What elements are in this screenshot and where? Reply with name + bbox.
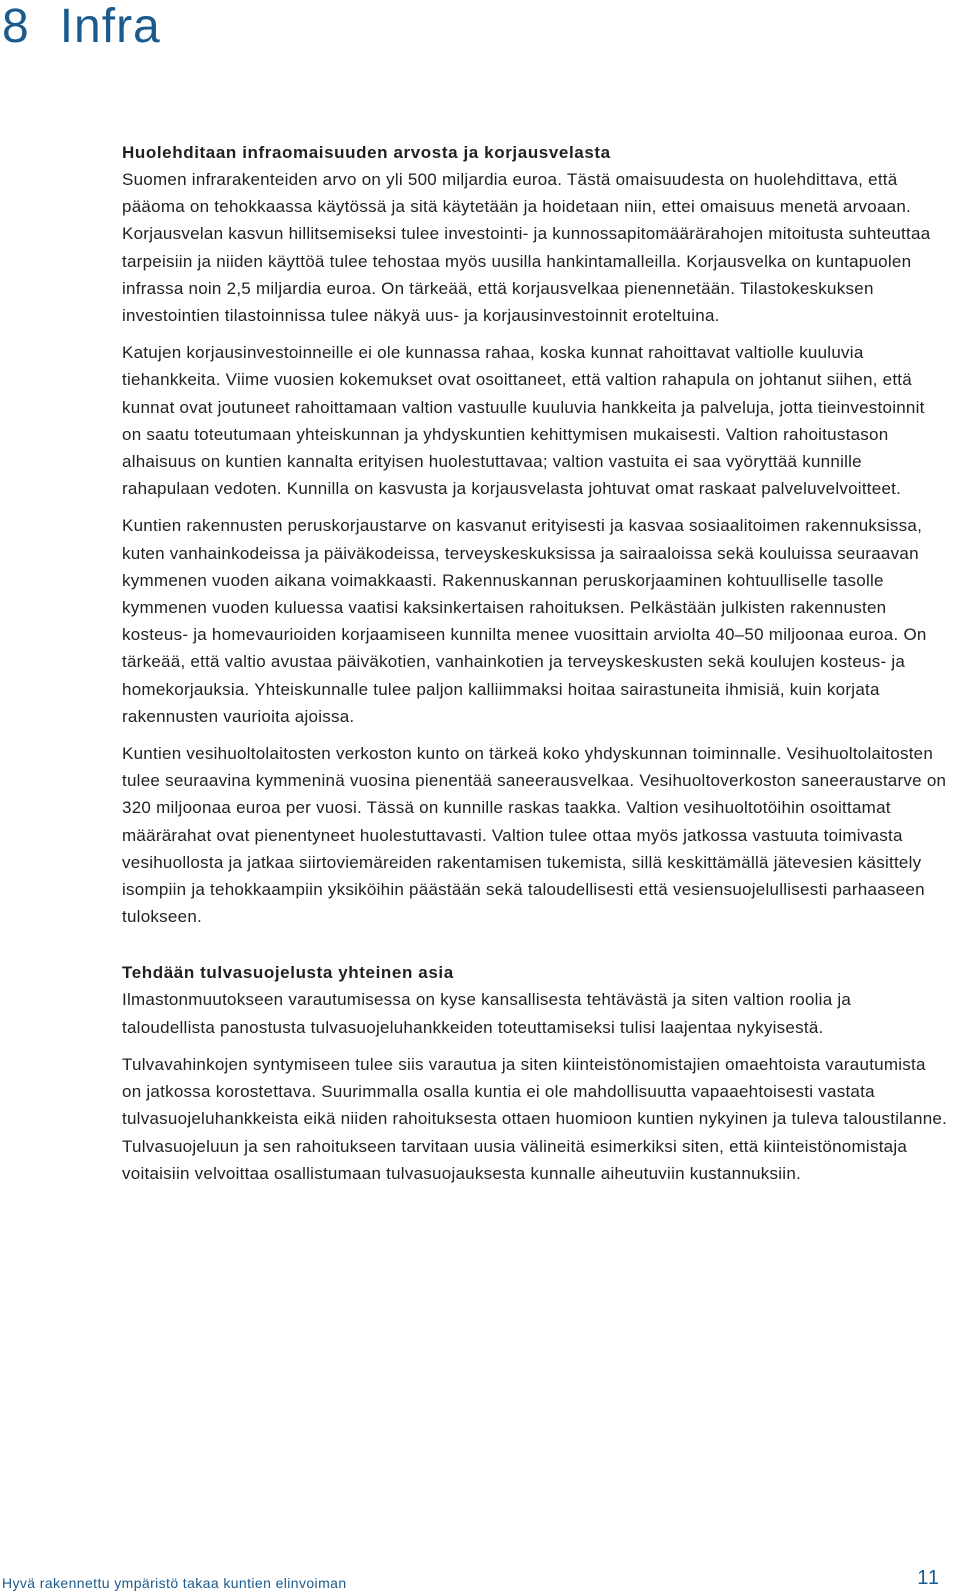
section-heading: Huolehditaan infraomaisuuden arvosta ja korjausvelasta bbox=[122, 143, 611, 162]
paragraph: Kuntien vesihuoltolaitosten verkoston kunto on tärkeä koko yhdyskunnan toiminnalle. Vesihuoltolaitosten tulee seuraavina kymmeninä vuosina pienentää saneerausvelkaa. Vesihuoltoverkoston saneeraustarve on 320 miljoonaa euroa per vuosi. Tässä on kunnille raskas taakka. Valtion vesihuoltotöihin osoittamat määrärahat ovat pienentyneet huolestuttavasti. Valtion tulee ottaa myös jatkossa vastuuta toimivasta vesihuollosta ja jatkaa siirtoviemäreiden rakentamisen tukemista, sillä keskittämällä jätevesien käsittely isompiin ja tehokkaampiin yksiköihin päästään sekä taloudellisesti että vesiensuojelullisesti parhaaseen tulokseen. bbox=[122, 744, 947, 927]
paragraph: Katujen korjausinvestoinneille ei ole kunnassa rahaa, koska kunnat rahoittavat valtiolle kuuluvia tiehankkeita. Viime vuosien kokemukset ovat osoittaneet, että valtion rahapula on johtanut siihen, että kunnat ovat joutuneet rahoittamaan valtion vastuulle kuuluvia hankkeita ja palveluja, jotta tieinvestoinnit on saatu toteutumaan yhteiskunnan ja yhdyskuntien kehittymisen mukaisesti. Valtion rahoitustason alhaisuus on kuntien kannalta erityisen huolestuttavaa; valtion vastuita ei saa vyöryttää kunnille rahapulaan vedoten. Kunnilla on kasvusta ja korjausvelasta johtuvat omat raskaat palveluvelvoitteet. bbox=[122, 343, 925, 499]
chapter-title bbox=[2, 0, 161, 54]
paragraph: Kuntien rakennusten peruskorjaustarve on kasvanut erityisesti ja kasvaa sosiaalitoimen rakennuksissa, kuten vanhainkodeissa ja päiväkodeissa, terveyskeskuksissa ja sairaaloissa sekä kouluissa seuraavan kymmenen vuoden aikana voimakkaasti. Rakennuskannan peruskorjaaminen kohtuulliselle tasolle kymmenen vuoden kuluessa vaatisi kaksinkertaisen rahoituksen. Pelkästään julkisten rakennusten kosteus- ja homevaurioiden korjaamiseen kunnilta menee vuosittain arviolta 40–50 miljoonaa euroa. On tärkeää, että valtio avustaa päiväkotien, vanhainkotien ja terveyskeskusten sekä koulujen kosteus- ja homekorjauksia. Yhteiskunnalle tulee paljon kalliimmaksi hoitaa sairastuneita ihmisiä, kuin korjata rakennusten vaurioita ajoissa. bbox=[122, 516, 927, 726]
main-content bbox=[122, 139, 948, 1187]
page-number: 11 bbox=[917, 1567, 940, 1589]
paragraph: Ilmastonmuutokseen varautumisessa on kyse kansallisesta tehtävästä ja siten valtion roolia ja taloudellista panostusta tulvasuojeluhankkeiden toteuttamiseksi tulisi laajentaa nykyisestä. bbox=[122, 990, 852, 1037]
chapter-number: 8 bbox=[2, 0, 30, 53]
paragraph: Tulvavahinkojen syntymiseen tulee siis varautua ja siten kiinteistönomistajien omaehtoista varautumista on jatkossa korostettava. Suurimmalla osalla kuntia ei ole mahdollisuutta vapaaehtoisesti vastata tulvasuojeluhankkeista eikä niiden rahoituksesta ottaen huomioon kuntien nykyinen ja tuleva taloustilanne. Tulvasuojeluun ja sen rahoitukseen tarvitaan uusia välineitä esimerkiksi siten, että kiinteistönomistaja voitaisiin velvoittaa osallistumaan tulvasuojauksesta kunnalle aiheutuviin kustannuksiin. bbox=[122, 1054, 948, 1183]
footer-publication-title: Hyvä rakennettu ympäristö takaa kuntien elinvoiman bbox=[2, 1575, 347, 1591]
chapter-name: Infra bbox=[59, 0, 161, 53]
paragraph: Suomen infrarakenteiden arvo on yli 500 miljardia euroa. Tästä omaisuudesta on huolehdittava, että pääoma on tehokkaassa käytössä ja sitä käytetään ja hoidetaan niin, ettei omaisuus menetä arvoaan. Korjausvelan kasvun hillitsemiseksi tulee investointi- ja kunnossapitomäärärahojen mitoitusta suhteuttaa tarpeisiin ja niiden käyttöä tulee tehostaa myös uusilla hankintamalleilla. Korjausvelka on kuntapuolen infrassa noin 2,5 miljardia euroa. On tärkeää, että korjausvelkaa pienennetään. Tilastokeskuksen investointien tilastoinnissa tulee näkyä uus- ja korjausinvestoinnit eroteltuina. bbox=[122, 170, 931, 326]
section-flood-protection bbox=[122, 959, 948, 1186]
section-infra-value bbox=[122, 139, 948, 930]
section-heading: Tehdään tulvasuojelusta yhteinen asia bbox=[122, 963, 454, 983]
